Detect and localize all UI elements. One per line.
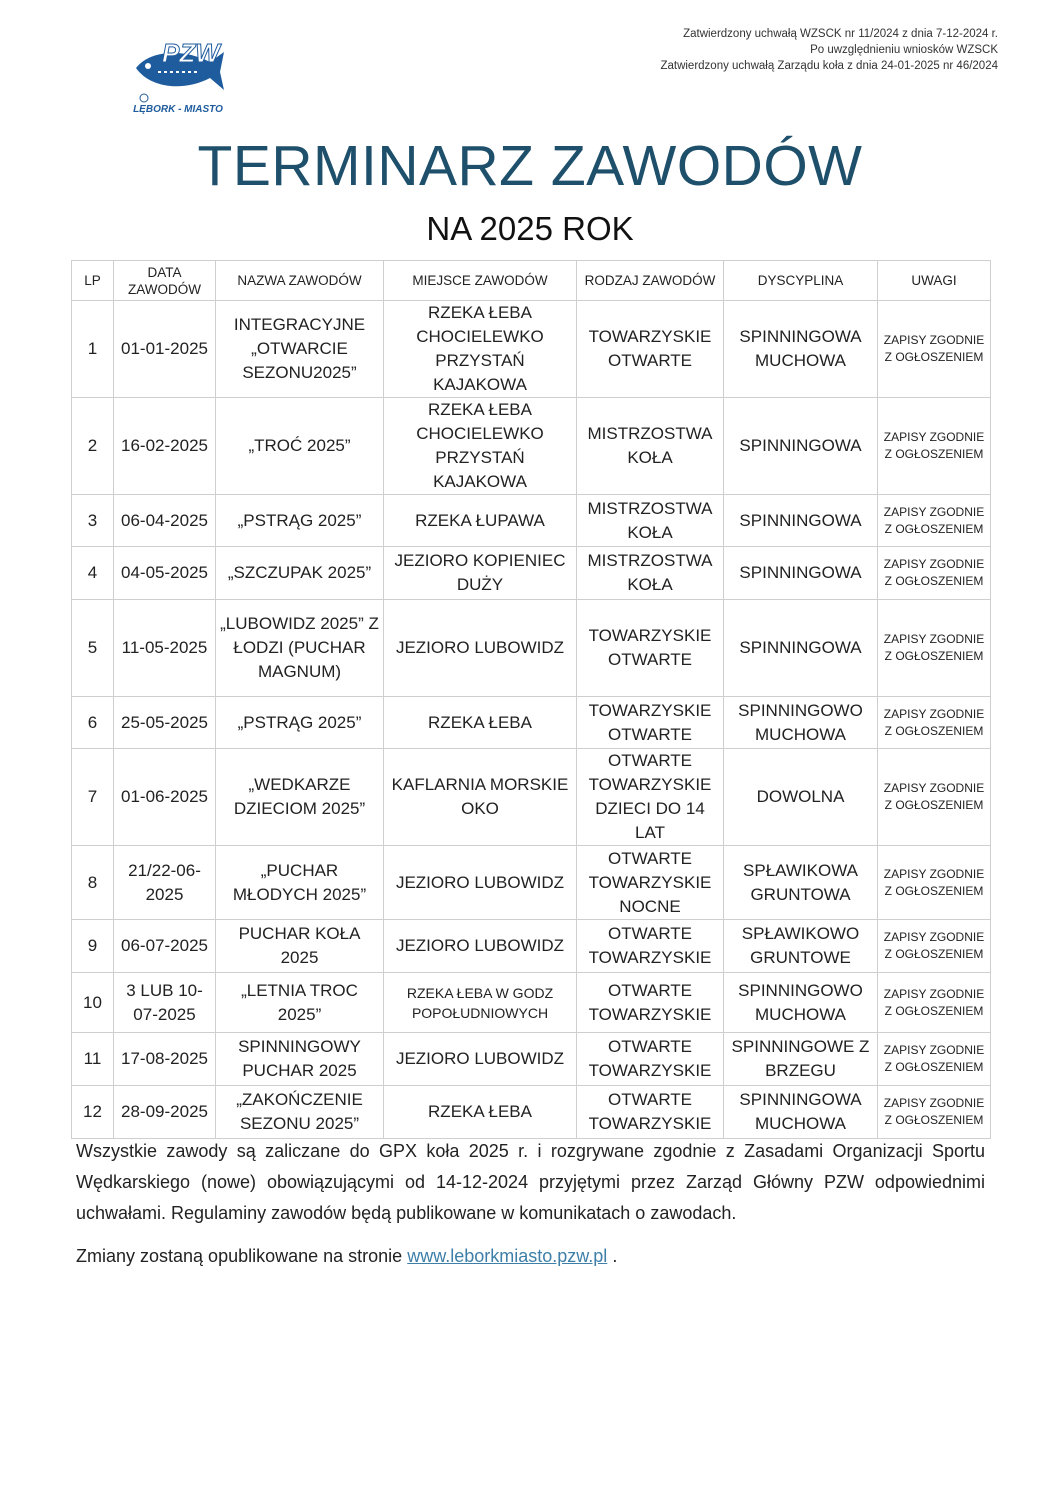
table-row xyxy=(72,920,991,973)
table-row xyxy=(72,1086,991,1139)
cell-lp: 11 xyxy=(72,1033,114,1086)
cell-place: RZEKA ŁEBA W GODZ POPOŁUDNIOWYCH xyxy=(384,973,577,1033)
cell-notes: ZAPISY ZGODNIE Z OGŁOSZENIEM xyxy=(878,846,991,920)
cell-discipline: SPINNINGOWA MUCHOWA xyxy=(724,301,878,398)
svg-text:PZW: PZW xyxy=(162,38,220,68)
cell-discipline: SPINNINGOWA xyxy=(724,495,878,547)
cell-notes: ZAPISY ZGODNIE Z OGŁOSZENIEM xyxy=(878,600,991,697)
page-title: TERMINARZ ZAWODÓW xyxy=(197,134,863,198)
cell-type: OTWARTE TOWARZYSKIE xyxy=(577,1086,724,1139)
cell-type: TOWARZYSKIE OTWARTE xyxy=(577,301,724,398)
header-place: MIEJSCE ZAWODÓW xyxy=(384,261,577,301)
cell-discipline: SPŁAWIKOWO GRUNTOWE xyxy=(724,920,878,973)
cell-date: 06-07-2025 xyxy=(114,920,216,973)
header-notes: UWAGI xyxy=(878,261,991,301)
cell-notes: ZAPISY ZGODNIE Z OGŁOSZENIEM xyxy=(878,301,991,398)
cell-discipline: SPINNINGOWA xyxy=(724,547,878,600)
cell-lp: 3 xyxy=(72,495,114,547)
table-row xyxy=(72,749,991,846)
cell-notes: ZAPISY ZGODNIE Z OGŁOSZENIEM xyxy=(878,495,991,547)
website-link[interactable]: www.leborkmiasto.pzw.pl xyxy=(407,1246,608,1266)
cell-notes: ZAPISY ZGODNIE Z OGŁOSZENIEM xyxy=(878,547,991,600)
cell-discipline: SPINNINGOWO MUCHOWA xyxy=(724,697,878,749)
cell-date: 3 LUB 10-07-2025 xyxy=(114,973,216,1033)
cell-lp: 6 xyxy=(72,697,114,749)
cell-place: JEZIORO KOPIENIEC DUŻY xyxy=(384,547,577,600)
cell-place: RZEKA ŁEBA CHOCIELEWKO PRZYSTAŃ KAJAKOWA xyxy=(384,398,577,495)
cell-type: OTWARTE TOWARZYSKIE xyxy=(577,1033,724,1086)
cell-date: 01-01-2025 xyxy=(114,301,216,398)
changes-note xyxy=(76,1241,985,1272)
cell-name: INTEGRACYJNE „OTWARCIE SEZONU2025” xyxy=(216,301,384,398)
table-row xyxy=(72,301,991,398)
cell-type: TOWARZYSKIE OTWARTE xyxy=(577,600,724,697)
table-row xyxy=(72,697,991,749)
cell-lp: 12 xyxy=(72,1086,114,1139)
cell-notes: ZAPISY ZGODNIE Z OGŁOSZENIEM xyxy=(878,749,991,846)
cell-discipline: SPŁAWIKOWA GRUNTOWA xyxy=(724,846,878,920)
cell-name: SPINNINGOWY PUCHAR 2025 xyxy=(216,1033,384,1086)
approval-note xyxy=(660,26,998,74)
cell-name: „PUCHAR MŁODYCH 2025” xyxy=(216,846,384,920)
cell-type: OTWARTE TOWARZYSKIE xyxy=(577,920,724,973)
cell-name: „PSTRĄG 2025” xyxy=(216,495,384,547)
cell-discipline: DOWOLNA xyxy=(724,749,878,846)
table-row xyxy=(72,495,991,547)
cell-place: RZEKA ŁEBA CHOCIELEWKO PRZYSTAŃ KAJAKOWA xyxy=(384,301,577,398)
cell-date: 17-08-2025 xyxy=(114,1033,216,1086)
cell-place: KAFLARNIA MORSKIE OKO xyxy=(384,749,577,846)
table-row xyxy=(72,1033,991,1086)
pzw-logo xyxy=(128,28,228,120)
table-row xyxy=(72,547,991,600)
header-type: RODZAJ ZAWODÓW xyxy=(577,261,724,301)
cell-name: „TROĆ 2025” xyxy=(216,398,384,495)
header-lp: LP xyxy=(72,261,114,301)
cell-name: „LETNIA TROC 2025” xyxy=(216,973,384,1033)
cell-type: OTWARTE TOWARZYSKIE xyxy=(577,973,724,1033)
cell-place: JEZIORO LUBOWIDZ xyxy=(384,600,577,697)
cell-name: PUCHAR KOŁA 2025 xyxy=(216,920,384,973)
table-row xyxy=(72,846,991,920)
cell-date: 01-06-2025 xyxy=(114,749,216,846)
cell-notes: ZAPISY ZGODNIE Z OGŁOSZENIEM xyxy=(878,697,991,749)
cell-name: „WEDKARZE DZIECIOM 2025” xyxy=(216,749,384,846)
cell-lp: 8 xyxy=(72,846,114,920)
cell-lp: 1 xyxy=(72,301,114,398)
page-subtitle: NA 2025 ROK xyxy=(426,210,634,247)
cell-discipline: SPINNINGOWA xyxy=(724,600,878,697)
cell-lp: 7 xyxy=(72,749,114,846)
cell-place: JEZIORO LUBOWIDZ xyxy=(384,846,577,920)
cell-date: 25-05-2025 xyxy=(114,697,216,749)
table-row xyxy=(72,600,991,697)
cell-notes: ZAPISY ZGODNIE Z OGŁOSZENIEM xyxy=(878,1033,991,1086)
cell-place: JEZIORO LUBOWIDZ xyxy=(384,1033,577,1086)
cell-type: MISTRZOSTWA KOŁA xyxy=(577,495,724,547)
cell-discipline: SPINNINGOWO MUCHOWA xyxy=(724,973,878,1033)
cell-date: 28-09-2025 xyxy=(114,1086,216,1139)
cell-notes: ZAPISY ZGODNIE Z OGŁOSZENIEM xyxy=(878,973,991,1033)
changes-suffix: . xyxy=(612,1246,618,1266)
cell-notes: ZAPISY ZGODNIE Z OGŁOSZENIEM xyxy=(878,920,991,973)
cell-place: JEZIORO LUBOWIDZ xyxy=(384,920,577,973)
table-row xyxy=(72,398,991,495)
cell-lp: 4 xyxy=(72,547,114,600)
cell-lp: 9 xyxy=(72,920,114,973)
cell-discipline: SPINNINGOWA xyxy=(724,398,878,495)
cell-place: RZEKA ŁUPAWA xyxy=(384,495,577,547)
logo-caption: LĘBORK - MIASTO xyxy=(133,104,223,115)
cell-place: RZEKA ŁEBA xyxy=(384,1086,577,1139)
table-row xyxy=(72,973,991,1033)
table-header-row xyxy=(72,261,991,301)
header-date: DATA ZAWODÓW xyxy=(114,261,216,301)
cell-discipline: SPINNINGOWE Z BRZEGU xyxy=(724,1033,878,1086)
cell-lp: 2 xyxy=(72,398,114,495)
cell-type: MISTRZOSTWA KOŁA xyxy=(577,398,724,495)
approval-line-3: Zatwierdzony uchwałą Zarządu koła z dnia 24-01-2025 nr 46/2024 xyxy=(660,60,998,72)
cell-type: OTWARTE TOWARZYSKIE NOCNE xyxy=(577,846,724,920)
cell-name: „SZCZUPAK 2025” xyxy=(216,547,384,600)
cell-type: OTWARTE TOWARZYSKIE DZIECI DO 14 LAT xyxy=(577,749,724,846)
competition-schedule-table xyxy=(71,260,991,1139)
cell-date: 06-04-2025 xyxy=(114,495,216,547)
cell-type: TOWARZYSKIE OTWARTE xyxy=(577,697,724,749)
cell-date: 21/22-06-2025 xyxy=(114,846,216,920)
pzw-fish-logo-icon xyxy=(128,28,228,104)
cell-notes: ZAPISY ZGODNIE Z OGŁOSZENIEM xyxy=(878,398,991,495)
cell-type: MISTRZOSTWA KOŁA xyxy=(577,547,724,600)
cell-lp: 5 xyxy=(72,600,114,697)
cell-date: 16-02-2025 xyxy=(114,398,216,495)
cell-place: RZEKA ŁEBA xyxy=(384,697,577,749)
cell-notes: ZAPISY ZGODNIE Z OGŁOSZENIEM xyxy=(878,1086,991,1139)
cell-date: 04-05-2025 xyxy=(114,547,216,600)
cell-name: „LUBOWIDZ 2025” Z ŁODZI (PUCHAR MAGNUM) xyxy=(216,600,384,697)
approval-line-2: Po uwzględnieniu wniosków WZSCK xyxy=(810,44,998,56)
approval-line-1: Zatwierdzony uchwałą WZSCK nr 11/2024 z dnia 7-12-2024 r. xyxy=(683,28,998,40)
cell-name: „PSTRĄG 2025” xyxy=(216,697,384,749)
header-name: NAZWA ZAWODÓW xyxy=(216,261,384,301)
cell-lp: 10 xyxy=(72,973,114,1033)
cell-discipline: SPINNINGOWA MUCHOWA xyxy=(724,1086,878,1139)
cell-name: „ZAKOŃCZENIE SEZONU 2025” xyxy=(216,1086,384,1139)
header-discipline: DYSCYPLINA xyxy=(724,261,878,301)
changes-prefix: Zmiany zostaną opublikowane na stronie xyxy=(76,1246,403,1266)
cell-date: 11-05-2025 xyxy=(114,600,216,697)
rules-paragraph: Wszystkie zawody są zaliczane do GPX koła 2025 r. i rozgrywane zgodnie z Zasadami Organizacji Sportu Wędkarskiego (nowe) obowiązującymi od 14-12-2024 przyjętymi przez Zarząd Główny PZW odpowiednimi uchwałami. Regulaminy zawodów będą publikowane w komunikatach o zawodach. xyxy=(76,1141,985,1223)
